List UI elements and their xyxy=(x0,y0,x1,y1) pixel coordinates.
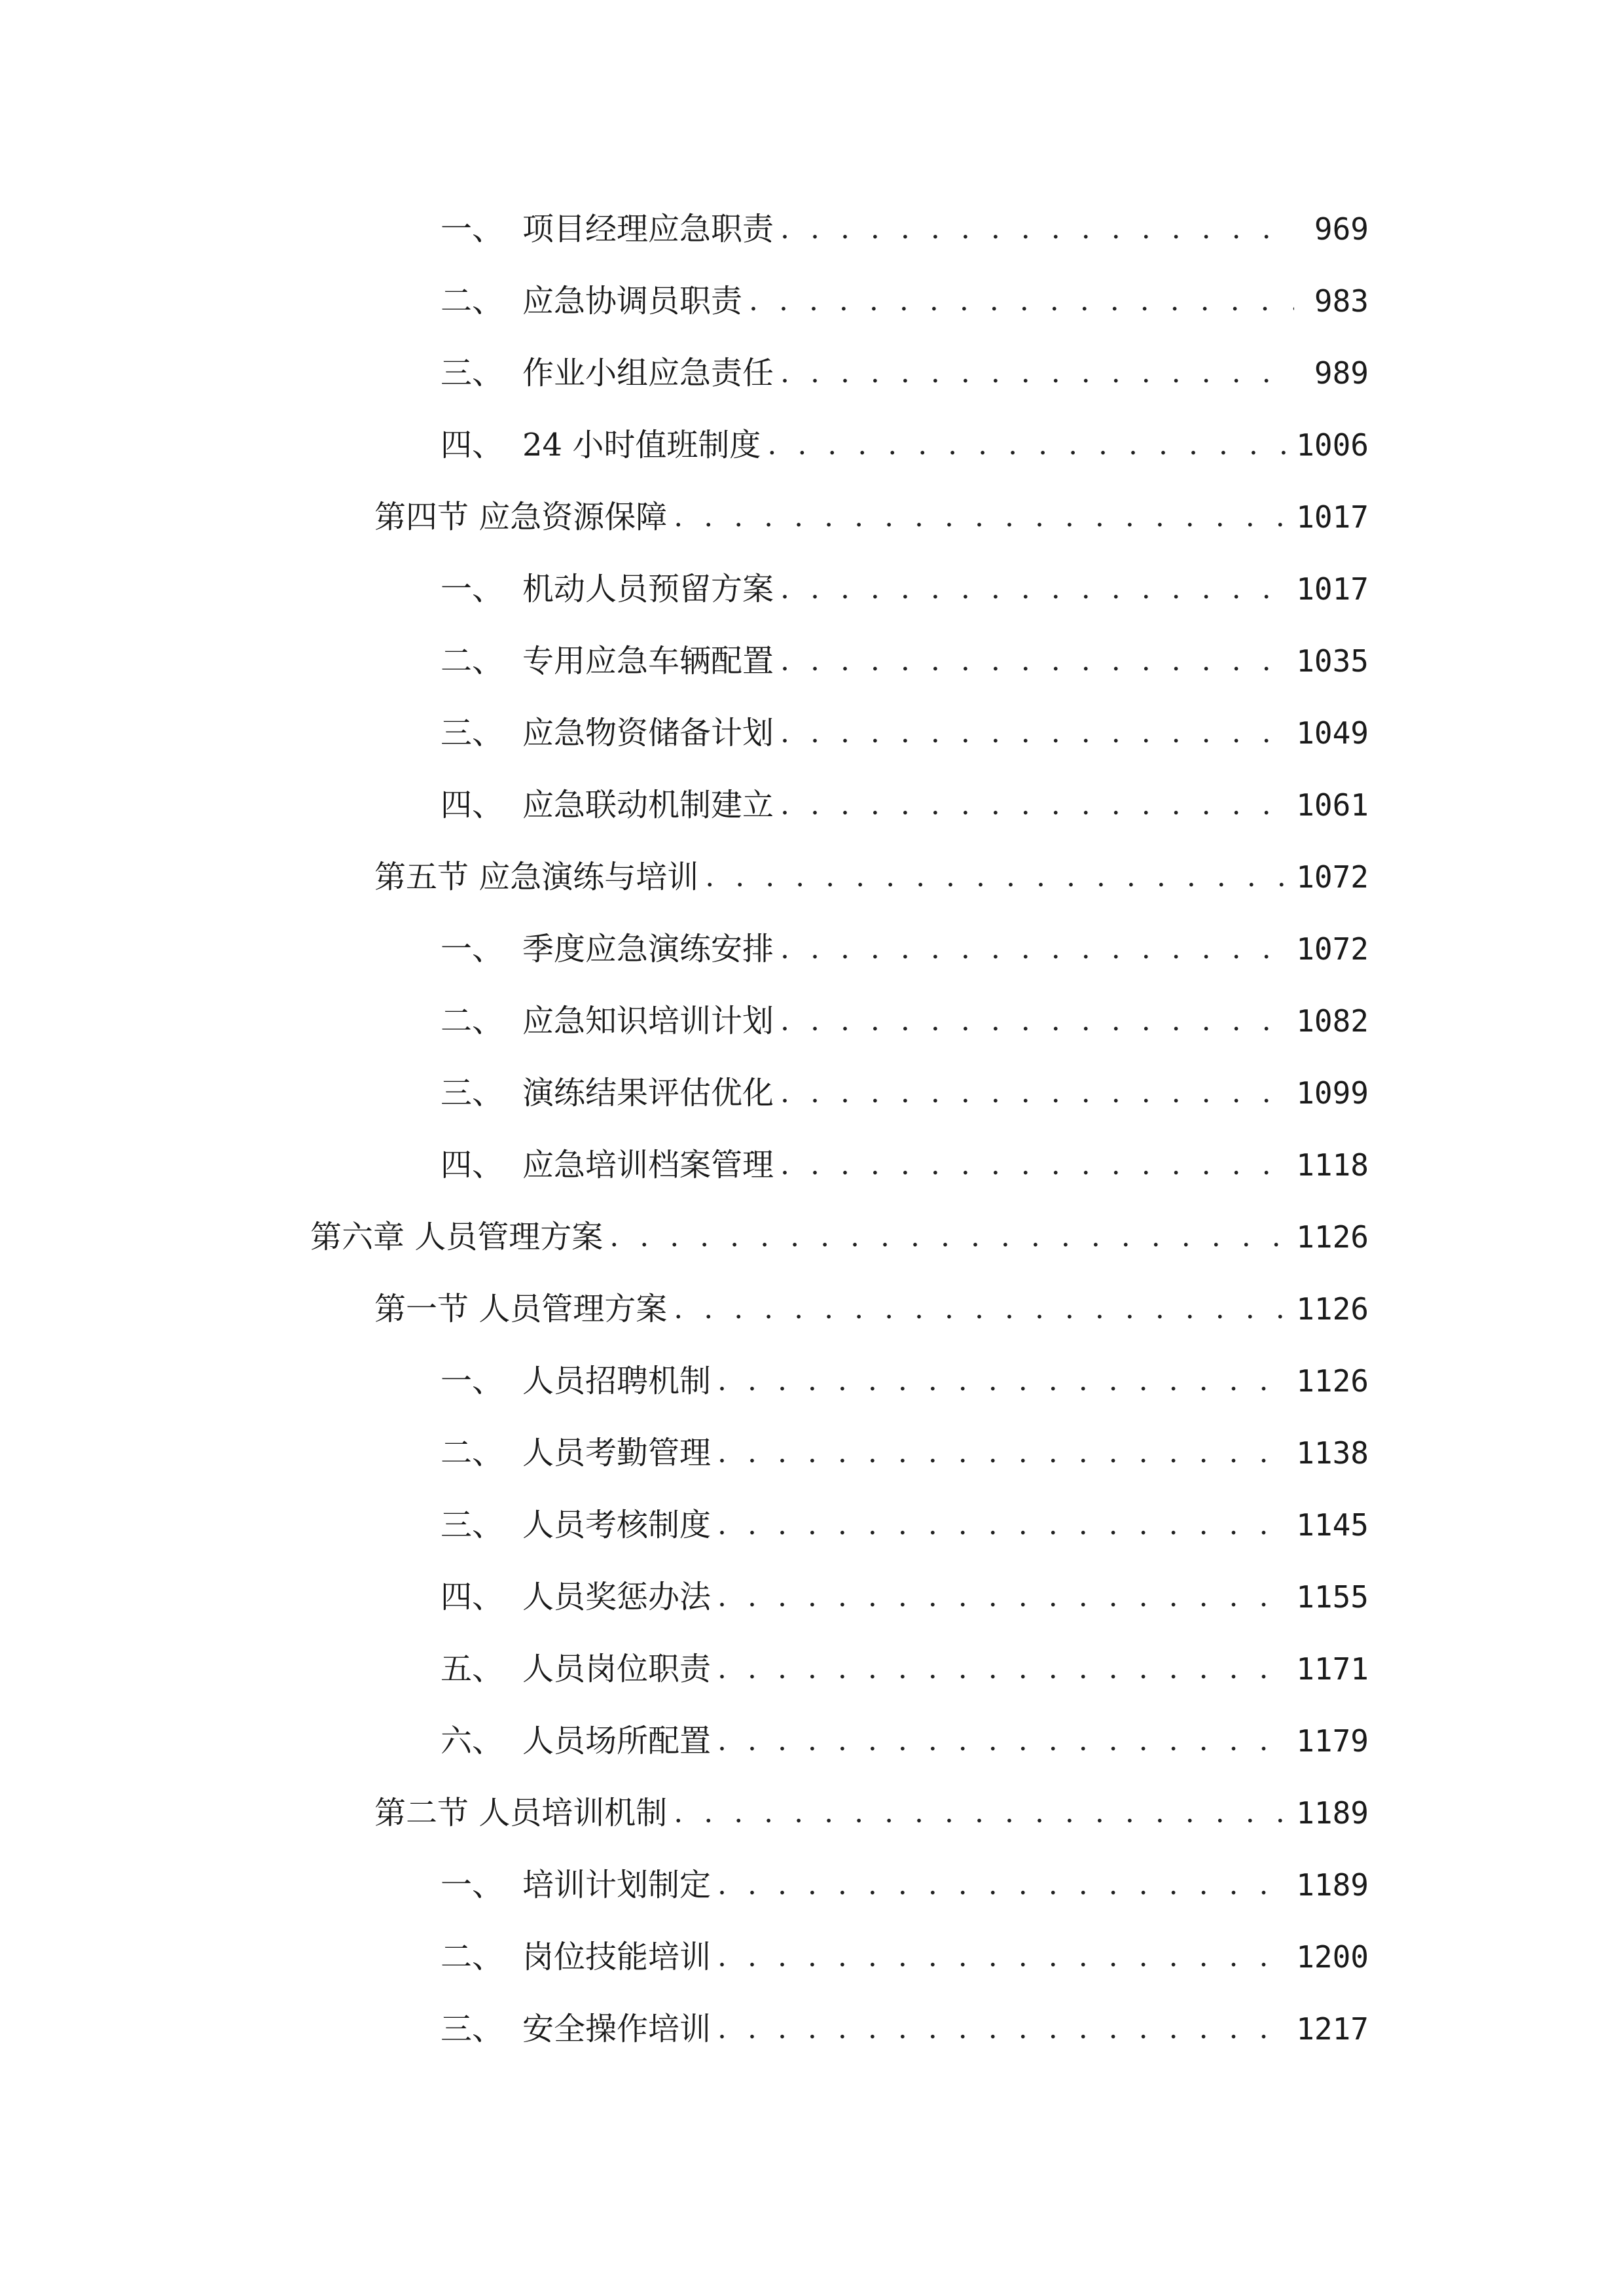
toc-entry[interactable] xyxy=(441,1499,1369,1551)
toc-entry[interactable] xyxy=(441,995,1369,1047)
toc-entry[interactable] xyxy=(441,563,1369,615)
toc-dot-leader xyxy=(717,1355,1287,1407)
toc-entry-page: 1189 xyxy=(1296,1867,1369,1903)
toc-entry-page: 983 xyxy=(1314,283,1369,319)
toc-entry-number: 四、 xyxy=(441,427,504,463)
toc-dot-leader xyxy=(780,203,1294,255)
toc-entry-number: 四、 xyxy=(441,787,504,823)
toc-entry-title: 人员奖惩办法 xyxy=(522,1579,712,1615)
toc-entry[interactable] xyxy=(441,635,1369,687)
toc-entry[interactable] xyxy=(441,419,1369,471)
toc-entry[interactable] xyxy=(441,347,1369,399)
toc-entry-title: 人员岗位职责 xyxy=(522,1651,712,1687)
toc-entry[interactable] xyxy=(441,1715,1369,1767)
toc-dot-leader xyxy=(780,563,1287,615)
toc-entry-title: 第一节 人员管理方案 xyxy=(374,1291,668,1327)
toc-entry[interactable] xyxy=(441,779,1369,831)
toc-entry-title: 人员考核制度 xyxy=(522,1507,712,1543)
toc-entry-page: 1118 xyxy=(1296,1147,1369,1183)
toc-entry-title: 第五节 应急演练与培训 xyxy=(374,859,699,895)
toc-entry-title: 第六章 人员管理方案 xyxy=(310,1219,604,1255)
toc-entry-page: 1179 xyxy=(1296,1723,1369,1759)
toc-entry-page: 1217 xyxy=(1296,2011,1369,2047)
toc-entry-number: 三、 xyxy=(441,355,504,391)
toc-entry-title: 岗位技能培训 xyxy=(522,1939,712,1975)
toc-entry-title: 第二节 人员培训机制 xyxy=(374,1795,668,1831)
toc-dot-leader xyxy=(717,1499,1287,1551)
toc-entry-page: 1155 xyxy=(1296,1579,1369,1615)
toc-entry[interactable] xyxy=(441,707,1369,759)
toc-dot-leader xyxy=(717,1427,1287,1479)
toc-entry-number: 二、 xyxy=(441,283,504,319)
toc-entry-number: 一、 xyxy=(441,211,504,247)
toc-entry[interactable] xyxy=(441,1067,1369,1119)
toc-entry[interactable] xyxy=(441,1427,1369,1479)
toc-entry-page: 1138 xyxy=(1296,1435,1369,1471)
toc-entry[interactable] xyxy=(441,275,1369,327)
toc-entry-page: 1126 xyxy=(1296,1219,1369,1255)
toc-entry-title: 演练结果评估优化 xyxy=(522,1075,774,1111)
toc-entry-page: 1189 xyxy=(1296,1795,1369,1831)
toc-entry-title: 人员场所配置 xyxy=(522,1723,712,1759)
toc-entry[interactable] xyxy=(441,1643,1369,1695)
toc-entry-title: 应急联动机制建立 xyxy=(522,787,774,823)
toc-entry-number: 三、 xyxy=(441,1075,504,1111)
toc-entry-number: 二、 xyxy=(441,1435,504,1471)
toc-dot-leader xyxy=(674,1787,1287,1839)
toc-entry-page: 1200 xyxy=(1296,1939,1369,1975)
toc-entry-number: 二、 xyxy=(441,1939,504,1975)
toc-entry-title: 24 小时值班制度 xyxy=(522,427,761,463)
toc-entry-page: 1082 xyxy=(1296,1003,1369,1039)
toc-entry[interactable] xyxy=(441,203,1369,255)
toc-section-entry[interactable] xyxy=(374,1787,1369,1839)
toc-entry[interactable] xyxy=(441,1139,1369,1191)
toc-dot-leader xyxy=(717,1571,1287,1623)
toc-entry-title: 安全操作培训 xyxy=(522,2011,712,2047)
toc-section-entry[interactable] xyxy=(374,851,1369,903)
toc-entry-number: 一、 xyxy=(441,931,504,967)
toc-entry-page: 1072 xyxy=(1296,931,1369,967)
toc-entry-number: 四、 xyxy=(441,1579,504,1615)
toc-entry-number: 一、 xyxy=(441,1867,504,1903)
toc-entry-number: 五、 xyxy=(441,1651,504,1687)
toc-section-entry[interactable] xyxy=(374,491,1369,543)
toc-dot-leader xyxy=(780,707,1287,759)
toc-entry-title: 季度应急演练安排 xyxy=(522,931,774,967)
toc-entry-page: 1049 xyxy=(1296,715,1369,751)
toc-dot-leader xyxy=(780,923,1287,975)
toc-entry-number: 六、 xyxy=(441,1723,504,1759)
toc-entry-title: 人员考勤管理 xyxy=(522,1435,712,1471)
toc-dot-leader xyxy=(674,1283,1287,1335)
toc-entry-number: 一、 xyxy=(441,571,504,607)
toc-entry-page: 1126 xyxy=(1296,1291,1369,1327)
toc-dot-leader xyxy=(780,1139,1287,1191)
toc-entry-title: 应急协调员职责 xyxy=(522,283,743,319)
toc-entry-title: 作业小组应急责任 xyxy=(522,355,774,391)
toc-entry-number: 二、 xyxy=(441,643,504,679)
toc-entry-number: 二、 xyxy=(441,1003,504,1039)
toc-dot-leader xyxy=(717,1859,1287,1911)
toc-dot-leader xyxy=(780,347,1294,399)
toc-entry-page: 969 xyxy=(1314,211,1369,247)
toc-entry-page: 1035 xyxy=(1296,643,1369,679)
toc-entry-page: 1145 xyxy=(1296,1507,1369,1543)
toc-entry[interactable] xyxy=(441,1355,1369,1407)
toc-dot-leader xyxy=(717,2003,1287,2055)
toc-entry[interactable] xyxy=(441,1859,1369,1911)
toc-entry-page: 1006 xyxy=(1296,427,1369,463)
toc-entry-title: 应急知识培训计划 xyxy=(522,1003,774,1039)
toc-entry[interactable] xyxy=(441,923,1369,975)
toc-dot-leader xyxy=(705,851,1287,903)
toc-dot-leader xyxy=(749,275,1294,327)
toc-dot-leader xyxy=(717,1931,1287,1983)
toc-entry-page: 1017 xyxy=(1296,571,1369,607)
toc-entry-title: 人员招聘机制 xyxy=(522,1363,712,1399)
toc-dot-leader xyxy=(717,1643,1287,1695)
toc-dot-leader xyxy=(767,419,1287,471)
toc-entry-page: 1126 xyxy=(1296,1363,1369,1399)
toc-entry-number: 三、 xyxy=(441,2011,504,2047)
toc-entry-page: 1072 xyxy=(1296,859,1369,895)
toc-entry[interactable] xyxy=(441,1571,1369,1623)
toc-entry-number: 三、 xyxy=(441,715,504,751)
toc-dot-leader xyxy=(780,1067,1287,1119)
toc-entry-page: 989 xyxy=(1314,355,1369,391)
toc-entry-page: 1099 xyxy=(1296,1075,1369,1111)
toc-entry-page: 1061 xyxy=(1296,787,1369,823)
toc-dot-leader xyxy=(674,491,1287,543)
toc-entry-page: 1171 xyxy=(1296,1651,1369,1687)
toc-dot-leader xyxy=(609,1211,1287,1263)
toc-entry-number: 三、 xyxy=(441,1507,504,1543)
toc-section-entry[interactable] xyxy=(374,1283,1369,1335)
toc-entry-title: 机动人员预留方案 xyxy=(522,571,774,607)
toc-entry-number: 四、 xyxy=(441,1147,504,1183)
toc-entry-title: 培训计划制定 xyxy=(522,1867,712,1903)
toc-entry-title: 专用应急车辆配置 xyxy=(522,643,774,679)
toc-entry-title: 应急物资储备计划 xyxy=(522,715,774,751)
toc-dot-leader xyxy=(780,635,1287,687)
toc-entry-page: 1017 xyxy=(1296,499,1369,535)
toc-chapter-entry[interactable] xyxy=(310,1211,1369,1263)
toc-dot-leader xyxy=(780,995,1287,1047)
toc-entry[interactable] xyxy=(441,2003,1369,2055)
toc-entry[interactable] xyxy=(441,1931,1369,1983)
toc-dot-leader xyxy=(717,1715,1287,1767)
toc-entry-title: 应急培训档案管理 xyxy=(522,1147,774,1183)
toc-entry-title: 项目经理应急职责 xyxy=(522,211,774,247)
toc-dot-leader xyxy=(780,779,1287,831)
toc-entry-title: 第四节 应急资源保障 xyxy=(374,499,668,535)
toc-entry-number: 一、 xyxy=(441,1363,504,1399)
